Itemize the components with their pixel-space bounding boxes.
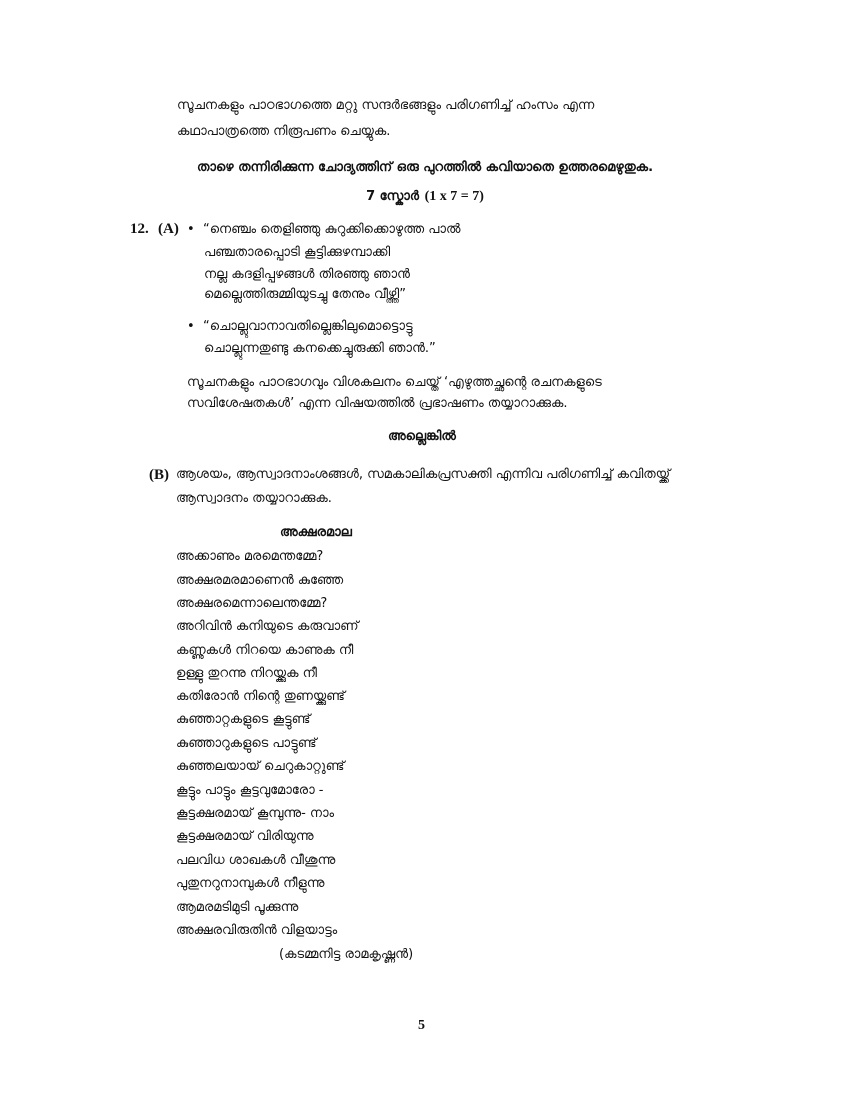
poem-line: കുഞ്ഞലയായ് ചെറുകാറ്റുണ്ട് xyxy=(176,759,345,774)
score-formula: (1 x 7 = 7) xyxy=(424,189,484,204)
poem-line: അക്കാണും മരമെന്തമ്മേ? xyxy=(176,549,324,564)
or-label: അല്ലെങ്കിൽ xyxy=(388,429,456,444)
page-number: 5 xyxy=(418,1018,425,1033)
quote1-line-1: “നെഞ്ചം തെളിഞ്ഞു കുറുക്കിക്കൊഴുത്ത പാൽ xyxy=(203,222,461,237)
task-a-line-1: സൂചനകളും പാഠഭാഗവും വിശകലനം ചെയ്ത് ‘എഴുത്തച്ഛന്റെ രചനകളുടെ xyxy=(187,375,602,390)
quote1-line-4: മെല്ലെത്തിരുമ്മിയുടച്ചു തേനും വീഴ്ത്തി” xyxy=(204,287,406,302)
poem-line: അറിവിൻ കനിയുടെ കരുവാണ് xyxy=(176,619,359,634)
part-a-label: (A) xyxy=(158,221,179,237)
part-b-label: (B) xyxy=(149,467,169,483)
quote2-line-1: “ചൊല്ലുവാനാവതില്ലെങ്കിലുമൊട്ടൊട്ടു xyxy=(203,319,413,334)
poem-line: കുഞ്ഞാറ്റകളുടെ കൂട്ടുണ്ട് xyxy=(176,712,311,727)
poem-author: (കടമ്മനിട്ട രാമകൃഷ്ണൻ) xyxy=(279,947,414,962)
intro-line-1: സൂചനകളും പാഠഭാഗത്തെ മറ്റു സന്ദർഭങ്ങളും പരിഗണിച്ച് ഹംസം എന്ന xyxy=(177,98,595,113)
poem-line: കുഞ്ഞാറുകളുടെ പാട്ടുണ്ട് xyxy=(176,736,317,751)
poem-line: കണ്ണുകൾ നിറയെ കാണുക നീ xyxy=(176,643,354,658)
score-line xyxy=(0,185,850,205)
poem-line: കൂട്ടക്ഷരമായ് കൂമ്പുന്നു- നാം xyxy=(176,806,335,821)
quote1-line-3: നല്ല കദളിപ്പഴങ്ങൾ തിരഞ്ഞു ഞാൻ xyxy=(204,267,410,282)
instruction-text: താഴെ തന്നിരിക്കുന്ന ചോദ്യത്തിന് ഒരു പുറത്തിൽ കവിയാതെ ഉത്തരമെഴുതുക. xyxy=(196,160,654,175)
score-label: 7 സ്കോർ xyxy=(366,189,419,204)
bullet-2: • xyxy=(187,319,195,334)
poem-line: അക്ഷരമരമാണെൻ കുഞ്ഞേ xyxy=(176,573,344,588)
poem-line: കൂട്ടും പാട്ടും കൂട്ടവുമോരോ - xyxy=(176,783,324,798)
poem-line: കൂട്ടക്ഷരമായ് വിരിയുന്നു xyxy=(176,829,314,844)
bullet-1: • xyxy=(187,222,195,237)
instruction-row xyxy=(0,160,850,175)
poem-line: അക്ഷരമെന്നാലെന്തമ്മേ? xyxy=(176,596,328,611)
poem-title: അക്ഷരമാല xyxy=(280,525,352,540)
poem-line: ആമരമടിമുടി പൂക്കുന്നു xyxy=(176,900,299,915)
quote2-line-2: ചൊല്ലുന്നതുണ്ടു കനക്കെച്ചുരുക്കി ഞാൻ.” xyxy=(204,341,436,356)
poem-line: ഉള്ളു തുറന്നു നിറയ്ക്കുക നീ xyxy=(176,666,317,681)
question-number: 12. xyxy=(130,221,149,237)
task-b-line-1: ആശയം, ആസ്വാദനാംശങ്ങൾ, സമകാലികപ്രസക്തി എന്നിവ പരിഗണിച്ച് കവിതയ്ക്ക് xyxy=(176,467,671,482)
intro-line-2: കഥാപാത്രത്തെ നിരൂപണം ചെയ്യുക. xyxy=(177,124,391,139)
task-a-line-2: സവിശേഷതകൾ’ എന്ന വിഷയത്തിൽ പ്രഭാഷണം തയ്യാറാക്കുക. xyxy=(187,396,568,411)
poem-line: പുതുനറുനാമ്പുകൾ നീളുന്നു xyxy=(176,876,325,891)
poem-line: കതിരോൻ നിന്റെ തുണയ്ക്കുണ്ട് xyxy=(176,689,345,704)
task-b-line-2: ആസ്വാദനം തയ്യാറാക്കുക. xyxy=(176,491,332,506)
poem-line: അക്ഷരവിരുതിൻ വിളയാട്ടം xyxy=(176,923,338,938)
poem-line: പലവിധ ശാഖകൾ വീശുന്നു xyxy=(176,853,336,868)
quote1-line-2: പഞ്ചതാരപ്പൊടി കൂട്ടിക്കുഴമ്പാക്കി xyxy=(204,245,391,260)
